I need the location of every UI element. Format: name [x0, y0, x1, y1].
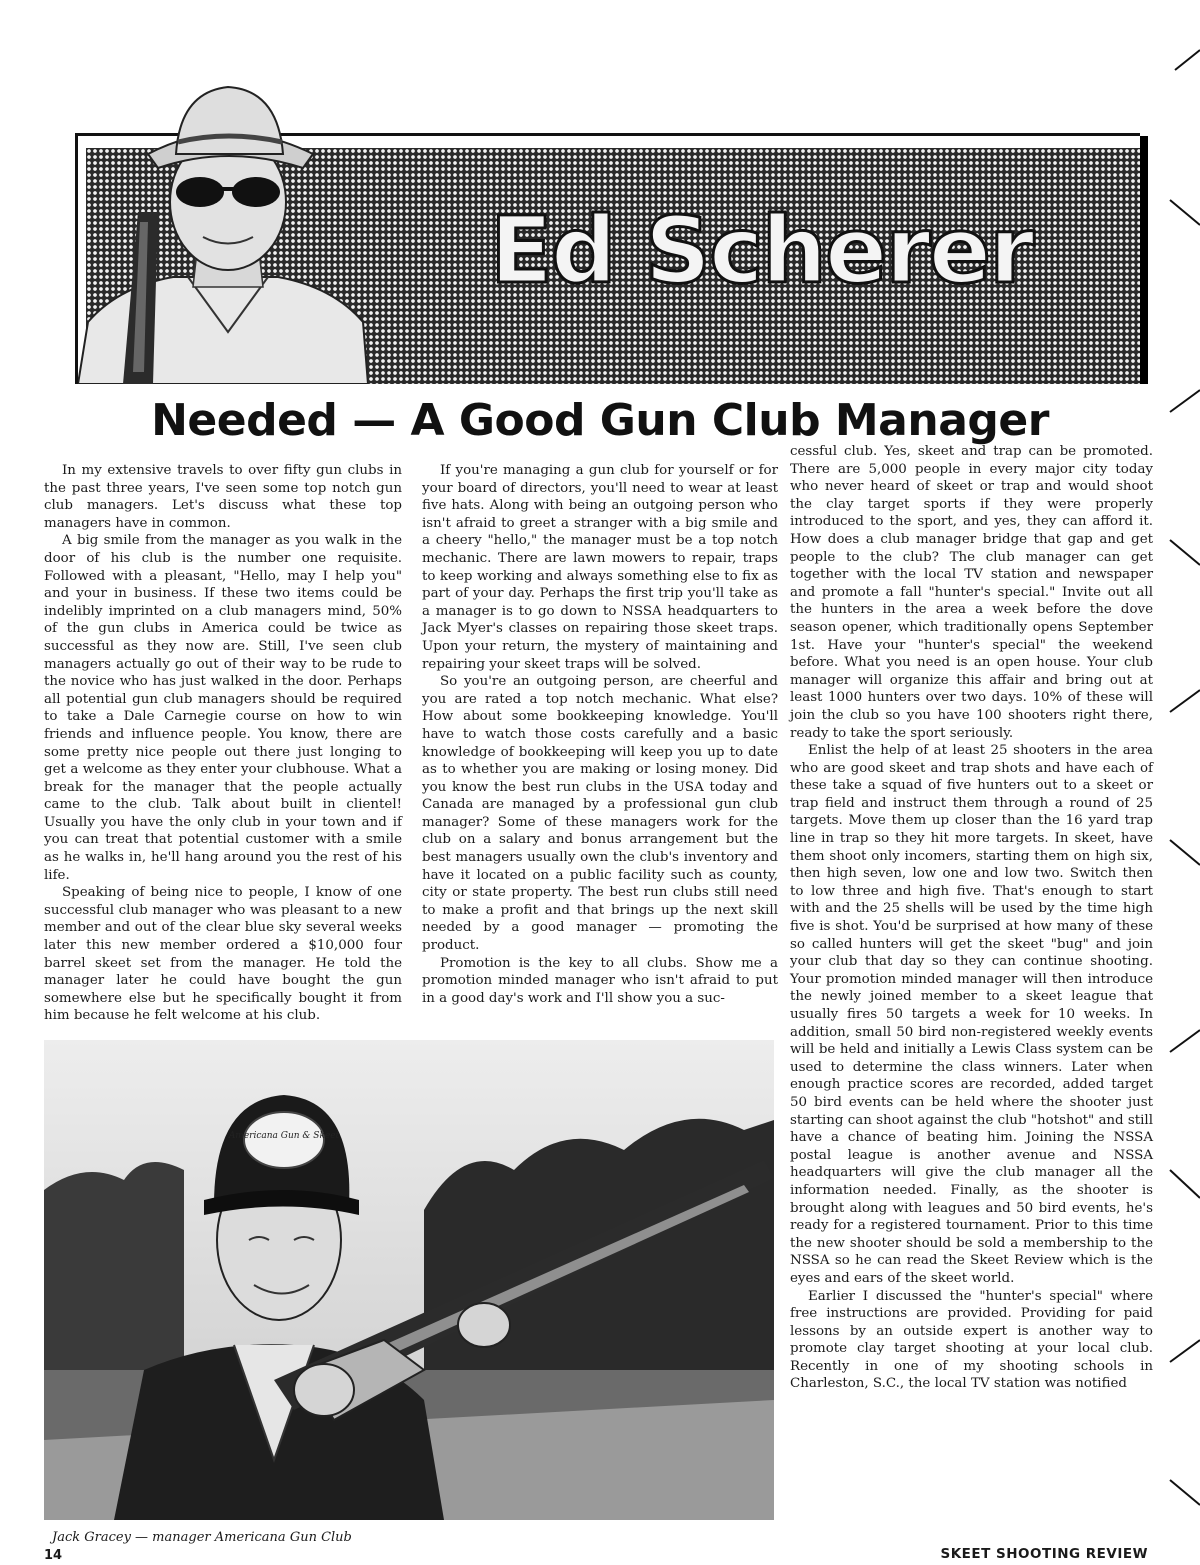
text-column-1 [44, 462, 402, 1025]
paragraph: A big smile from the manager as you walk in the door of his club is the number one requisite. Followed with a pleasant, "Hello, may I help you" and your in business. If these two items could be indelibly imprinted on a club managers mind, 50% of the gun clubs in America could be twice as successful as they now are. Still, I've seen club managers actually go out of their way to be rude to the novice who has just walked in the door. Perhaps all potential gun club managers should be required to take a Dale Carnegie course on how to win friends and influence people. You know, there are some pretty nice people out there just longing to get a welcome as they enter your clubhouse. What a break for the manager that the people actually came to the club. Talk about built in clientel! Usually you have the only club in your town and if you can treat that potential customer with a smile as he walks in, he'll hang around you the rest of his life. [44, 533, 402, 883]
scan-edge-marks [1160, 0, 1200, 1565]
paragraph: So you're an outgoing person, are cheerful and you are rated a top notch mechanic. What else? How about some bookkeeping knowledge. You'll have to watch those costs carefully and a basic knowledge of bookkeeping will keep you up to date as to whether you are making or losing money. Did you know the best run clubs in the USA today and Canada are managed by a professional gun club manager? Some of these managers work for the club on a salary and bonus arrangement but the best managers usually own the club's inventory and have it located on a public facility such as county, city or state property. The best run clubs still need to make a profit and that brings up the next skill needed by a good manager — promoting the product. [422, 674, 778, 954]
text-column-2 [422, 462, 778, 1007]
article-headline: Needed — A Good Gun Club Manager [151, 395, 1049, 446]
page-number: 14 [44, 1548, 63, 1563]
paragraph: Earlier I discussed the "hunter's special" where free instructions are provided. Providing for paid lessons by an outside expert is another way to promote clay target shooting at your local club. Recently in one of my shooting schools in Charleston, S.C., the local TV station was notified [790, 1288, 1153, 1392]
photo-caption: Jack Gracey — manager Americana Gun Club [52, 1530, 352, 1545]
paragraph: Speaking of being nice to people, I know of one successful club manager who was pleasant to a new member and out of the clear blue sky several weeks later this new member ordered a $10,000 four barrel skeet set from the manager. He told the manager later he could have bought the gun somewhere else but he specifically bought it from him because he felt welcome at his club. [44, 885, 402, 1024]
banner-edge [1140, 136, 1148, 384]
paragraph: Enlist the help of at least 25 shooters in the area who are good skeet and trap shots and have each of these take a squad of five hunters out to a skeet or trap field and instruct them through a round of 25 targets. Move them up closer than the 16 yard trap line in trap so they hit more targets. In skeet, have them shoot only incomers, starting them on high six, then high seven, low one and low two. Switch then to low three and high five. That's enough to start with and the 25 shells will be used by the time high five is shot. You'd be surprised at how many of these so called hunters will get the skeet "bug" and join your club that day so they can continue shooting. Your promotion minded manager will then introduce the newly joined member to a skeet league that usually fires 50 targets a week for 10 weeks. In addition, small 50 bird non-registered weekly events will be held and initially a Lewis Class system can be used to determine the class winners. Later when enough practice scores are recorded, added target 50 bird events can be held where the shooter just starting can shoot against the club "hotshot" and still have a chance of beating him. Joining the NSSA postal league is another avenue and NSSA headquarters will give the club manager all the information needed. Finally, as the shooter is brought along with leagues and 50 bird events, he's ready for a registered tournament. Prior to this time the new shooter should be sold a membership to the NSSA so he can read the Skeet Review which is the eyes and ears of the skeet world. [790, 743, 1153, 1286]
paragraph: cessful club. Yes, skeet and trap can be promoted. There are 5,000 people in every major city today who never heard of skeet or trap and would shoot the clay target sports if they were properly introduced to the sport, and yes, they can afford it. How does a club manager bridge that gap and get people to the club? The club manager can get together with the local TV station and newspaper and promote a fall "hunter's special." Invite out all the hunters in the area a week before the dove season opener, which traditionally opens September 1st. Have your "hunter's special" the weekend before. What you need is an open house. Your club manager will organize this affair and bring out at least 1000 hunters over two days. 10% of these will join the club so you have 100 shooters right there, ready to take the sport seriously. [790, 444, 1153, 741]
manager-photo [44, 1040, 774, 1520]
paragraph: If you're managing a gun club for yourself or for your board of directors, you'll need to wear at least five hats. Along with being an outgoing person who isn't afraid to greet a stranger with a big smile and a cheery "hello," the manager must be a top notch mechanic. There are lawn mowers to repair, traps to keep working and always something else to fix as part of your day. Perhaps the first trip you'll take as a manager is to go down to NSSA headquarters to Jack Myer's classes on repairing those skeet traps. Upon your return, the mystery of maintaining and repairing your skeet traps will be solved. [422, 463, 778, 672]
magazine-title: SKEET SHOOTING REVIEW [940, 1546, 1148, 1562]
portrait-photo [78, 72, 368, 384]
cap-patch-text: Americana Gun & Skeet [228, 1131, 340, 1141]
banner-author-name: Ed Scherer [490, 197, 1033, 304]
paragraph: In my extensive travels to over fifty gun clubs in the past three years, I've seen some top notch gun club managers. Let's discuss what these top managers have in common. [44, 463, 402, 531]
text-column-3 [790, 443, 1153, 1393]
paragraph: Promotion is the key to all clubs. Show me a promotion minded manager who isn't afraid to put in a good day's work and I'll show you a suc- [422, 955, 778, 1006]
